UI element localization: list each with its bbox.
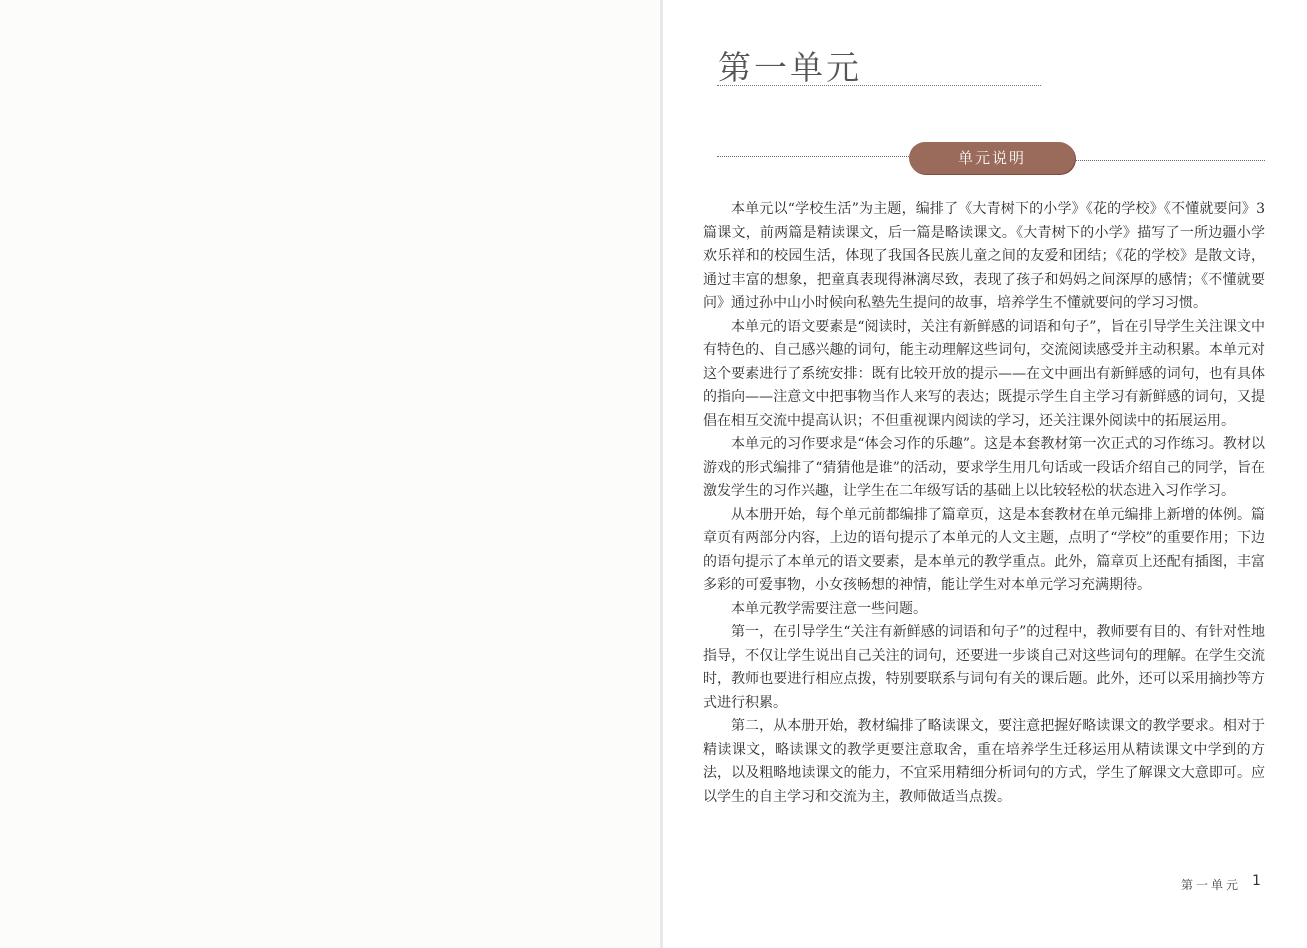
right-page	[663, 0, 1307, 948]
paragraph-language-element: 本单元的语文要素是“阅读时，关注有新鲜感的词语和句子”，旨在引导学生关注课文中有特色的、自己感兴趣的词句，能主动理解这些词句，交流阅读感受并主动积累。本单元对这个要素进行了系统安排：既有比较开放的提示——在文中画出有新鲜感的词句，也有具体的指向——注意文中把事物当作人来写的表达；既提示学生自主学习有新鲜感的词句，又提倡在相互交流中提高认识；不但重视课内阅读的学习，还关注课外阅读中的拓展运用。	[703, 318, 1265, 429]
section-divider-left	[717, 156, 909, 157]
paragraph-notes-intro: 本单元教学需要注意一些问题。	[731, 600, 927, 617]
section-divider-right	[1075, 160, 1265, 161]
page-number: 1	[1252, 873, 1261, 889]
paragraph-note-two: 第二，从本册开始，教材编排了略读课文，要注意把握好略读课文的教学要求。相对于精读课文，略读课文的教学更要注意取舍，重在培养学生迁移运用从精读课文中学到的方法，以及粗略地读课文的能力，不宜采用精细分析词句的方式，学生了解课文大意即可。应以学生的自主学习和交流为主，教师做适当点拨。	[703, 718, 1265, 805]
paragraph-writing: 本单元的习作要求是“体会习作的乐趣”。这是本套教材第一次正式的习作练习。教材以游戏的形式编排了“猜猜他是谁”的活动，要求学生用几句话或一段话介绍自己的同学，旨在激发学生的习作兴趣，让学生在二年级写话的基础上以比较轻松的状态进入习作学习。	[703, 436, 1265, 499]
running-footer: 第一单元	[1181, 878, 1242, 892]
paragraph-chapter-page: 从本册开始，每个单元前都编排了篇章页，这是本套教材在单元编排上新增的体例。篇章页有两部分内容，上边的语句提示了本单元的人文主题，点明了“学校”的重要作用；下边的语句提示了本单元的语文要素，是本单元的教学重点。此外，篇章页上还配有插图，丰富多彩的可爱事物，小女孩畅想的神情，能让学生对本单元学习充满期待。	[703, 506, 1265, 593]
section-heading-badge: 单元说明	[909, 142, 1075, 174]
paragraph-note-one: 第一，在引导学生“关注有新鲜感的词语和句子”的过程中，教师要有目的、有针对性地指导，不仅让学生说出自己关注的词句，还要进一步谈自己对这些词句的理解。在学生交流时，教师也要进行相应点拨，特别要联系与词句有关的课后题。此外，还可以采用摘抄等方式进行积累。	[703, 624, 1265, 711]
paragraph-theme: 本单元以“学校生活”为主题，编排了《大青树下的小学》《花的学校》《不懂就要问》3篇课文，前两篇是精读课文，后一篇是略读课文。《大青树下的小学》描写了一所边疆小学欢乐祥和的校园生活，体现了我国各民族儿童之间的友爱和团结；《花的学校》是散文诗，通过丰富的想象，把童真表现得淋漓尽致，表现了孩子和妈妈之间深厚的感情；《不懂就要问》通过孙中山小时候向私塾先生提问的故事，培养学生不懂就要问的学习习惯。	[703, 201, 1265, 311]
unit-description-body	[703, 198, 1265, 809]
unit-title: 第一单元	[718, 48, 862, 87]
title-divider	[717, 85, 1041, 86]
